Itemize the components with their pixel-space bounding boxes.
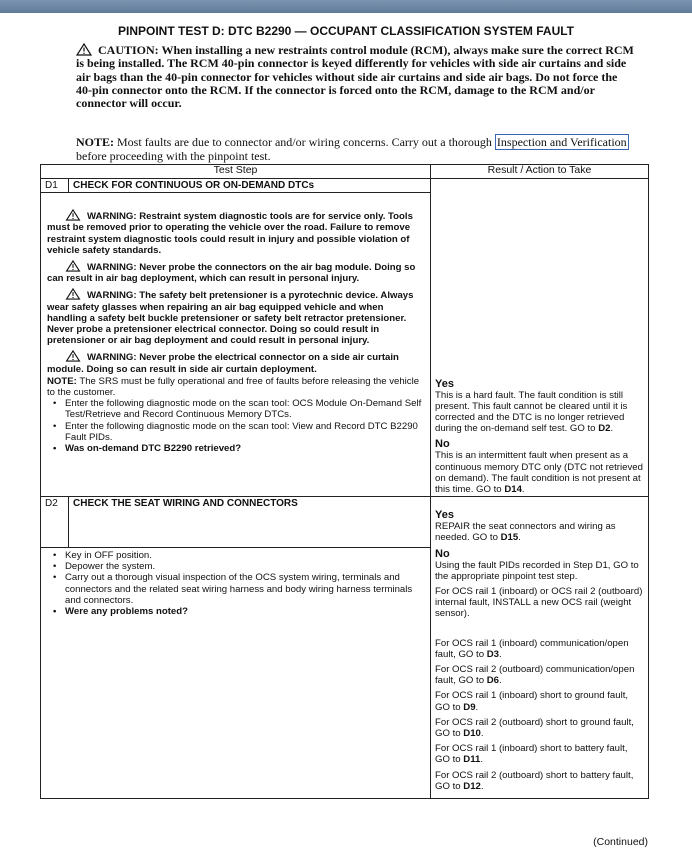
list-item: • Depower the system. <box>47 561 422 572</box>
d1-note <box>47 376 422 398</box>
pinpoint-test-table <box>40 164 649 799</box>
caution-block <box>76 43 636 110</box>
d1-no-label: No <box>435 438 450 451</box>
d1-question: • Was on-demand DTC B2290 retrieved? <box>47 443 422 454</box>
d2-question: • Were any problems noted? <box>47 606 422 617</box>
top-bar <box>0 0 692 13</box>
d2-rail-internal: For OCS rail 1 (inboard) or OCS rail 2 (outboard) internal fault, INSTALL a new OCS rail (weight sensor). <box>435 586 643 620</box>
step-id-d2: D2 <box>41 497 69 548</box>
d1-yes-label: Yes <box>435 377 454 390</box>
route-text: For OCS rail 2 (outboard) short to ground fault, GO to <box>435 716 634 740</box>
list-item: • Key in OFF position. <box>47 550 422 561</box>
route-text: For OCS rail 1 (inboard) short to battery fault, GO to <box>435 743 628 766</box>
route-text: For OCS rail 2 (outboard) communication/open fault, GO to <box>435 664 635 687</box>
d2-step-list <box>47 550 422 617</box>
d1-yes-text: This is a hard fault. The fault condition is still present. This fault cannot be cleared until it is corrected and the DTC is no longer retrieved during the on-demand self test. GO to <box>435 389 628 435</box>
d1-step-list <box>47 398 422 454</box>
warning-text-3: WARNING: The safety belt pretensioner is a pyrotechnic device. Always wear safety glasses when repairing an air bag equipped vehicle and when handling a safety belt buckle pretensioner or safety belt retractor pretensioner. Never probe a pretensioner electrical connector. Doing so could result in pretensioner or air bag deployment and could result in personal injury. <box>47 290 414 347</box>
intro-note <box>76 135 646 163</box>
continued-label: (Continued) <box>593 836 648 848</box>
d1-note-text: The SRS must be fully operational and free of faults before releasing the vehicle to the customer. <box>47 375 420 399</box>
note-text-before: Most faults are due to connector and/or wiring concerns. Carry out a thorough <box>114 135 495 149</box>
route-text: For OCS rail 1 (inboard) short to ground fault, GO to <box>435 690 629 713</box>
route-goto-d12[interactable]: D12 <box>463 780 481 792</box>
d2-yes-label: Yes <box>435 509 454 522</box>
note-label: NOTE: <box>76 135 115 149</box>
d1-no-goto[interactable]: D14 <box>504 484 522 495</box>
inspection-verification-link[interactable]: Inspection and Verification <box>496 135 627 149</box>
warning-icon <box>65 288 81 300</box>
d1-no-text: This is an intermittent fault when present as a continuous memory DTC only (DTC not retrieved on demand). The fault condition is not present at this time. GO to <box>435 450 643 495</box>
warning-text-2: WARNING: Never probe the connectors on the air bag module. Doing so can result in air bag deployment, which can result in personal injury. <box>47 262 416 285</box>
d1-note-label: NOTE: <box>47 375 77 387</box>
d2-body-cell <box>41 547 431 798</box>
d1-body-cell <box>41 193 431 497</box>
step-title-d1: CHECK FOR CONTINUOUS OR ON-DEMAND DTCs <box>69 179 431 193</box>
route-goto-d11[interactable]: D11 <box>463 754 481 766</box>
list-item: • Carry out a thorough visual inspection of the OCS system wiring, terminals and connectors and the related seat wiring harness and body wiring harness terminals and connectors. <box>47 572 422 606</box>
warning-3 <box>47 288 422 346</box>
warning-2 <box>47 260 422 284</box>
route-goto-d6[interactable]: D6 <box>486 675 499 687</box>
route-goto-d9[interactable]: D9 <box>463 701 476 713</box>
route-text: For OCS rail 1 (inboard) communication/open fault, GO to <box>435 637 629 660</box>
list-item: • Enter the following diagnostic mode on the scan tool: OCS Module On-Demand Self Test/Retrieve and Record Continuous Memory DTCs. <box>47 398 422 420</box>
d2-yes-text: REPAIR the seat connectors and wiring as needed. GO to <box>435 521 616 544</box>
step-id-d1: D1 <box>41 179 69 193</box>
warning-text-4: WARNING: Never probe the electrical connector on a side air curtain module. Doing so can result in side air curtain deployment. <box>47 352 399 375</box>
list-item: • Enter the following diagnostic mode on the scan tool: View and Record DTC B2290 Fault PIDs. <box>47 421 422 443</box>
header-test-step: Test Step <box>41 165 431 179</box>
warning-icon <box>65 209 81 221</box>
d1-yes-goto[interactable]: D2 <box>598 423 611 435</box>
header-result-action: Result / Action to Take <box>431 165 649 179</box>
d1-title-row <box>41 179 649 193</box>
d2-no-label: No <box>435 547 450 560</box>
route-goto-d10[interactable]: D10 <box>463 728 481 740</box>
warning-icon <box>65 260 81 272</box>
d1-result-cell: Yes This is a hard fault. The fault condition is still present. This fault cannot be cleared until it is corrected and the DTC is no longer retrieved during the on-demand self test. GO to D2. No This is an intermittent fault when present as a continuous memory DTC only (DTC not retrieved on demand). The fault condition is not present at this time. GO to D14. <box>431 179 649 497</box>
d2-yes-goto[interactable]: D15 <box>500 532 519 544</box>
warning-text-1: WARNING: Restraint system diagnostic tools are for service only. Tools must be removed prior to operating the vehicle over the road. Failure to remove restraint system diagnostic tools could result in injury and possible violation of vehicle safety standards. <box>47 211 413 256</box>
route-text: For OCS rail 2 (outboard) short to battery fault, GO to <box>435 769 634 792</box>
caution-text: CAUTION: When installing a new restraints control module (RCM), always make sure the correct RCM is being installed. The RCM 40-pin connector is keyed differently for vehicles with side air curtains and side air bags than the 40-pin connector for vehicles without side air curtains and side air bags. Do not force the 40-pin connector onto the RCM. If the connector is forced onto the RCM, damage to the RCM and/or connector will occur. <box>76 43 634 111</box>
warning-icon <box>65 350 81 362</box>
warning-4 <box>47 350 422 374</box>
note-text-after: before proceeding with the pinpoint test. <box>76 149 271 163</box>
page-title: PINPOINT TEST D: DTC B2290 — OCCUPANT CLASSIFICATION SYSTEM FAULT <box>117 24 575 38</box>
warning-1 <box>47 209 422 256</box>
d2-result-cell: Yes REPAIR the seat connectors and wiring as needed. GO to D15. No Using the fault PIDs recorded in Step D1, GO to the appropriate pinpoint test step. For OCS rail 1 (inboard) or OCS rail 2 (outboard) internal fault, INSTALL a new OCS rail (weight sensor). For OCS rail 1 (inboard) communication/open fault, GO to D3. For OCS rail 2 (outboard) communication/open fault, GO to D6. For OCS rail 1 (inboard) short to ground fault, GO to D9. For OCS rail 2 (outboard) short to ground fault, GO to D10. For OCS rail 1 (inboard) short to battery fault, GO to D11. For OCS rail 2 (outboard) short to battery fault, GO to D12. <box>431 497 649 799</box>
d2-no-text: Using the fault PIDs recorded in Step D1, GO to the appropriate pinpoint test step. <box>435 559 639 582</box>
step-title-d2: CHECK THE SEAT WIRING AND CONNECTORS <box>69 497 431 548</box>
table-header-row <box>41 165 649 179</box>
route-goto-d3[interactable]: D3 <box>486 648 499 660</box>
d2-title-row <box>41 497 649 548</box>
warning-icon <box>76 43 92 56</box>
